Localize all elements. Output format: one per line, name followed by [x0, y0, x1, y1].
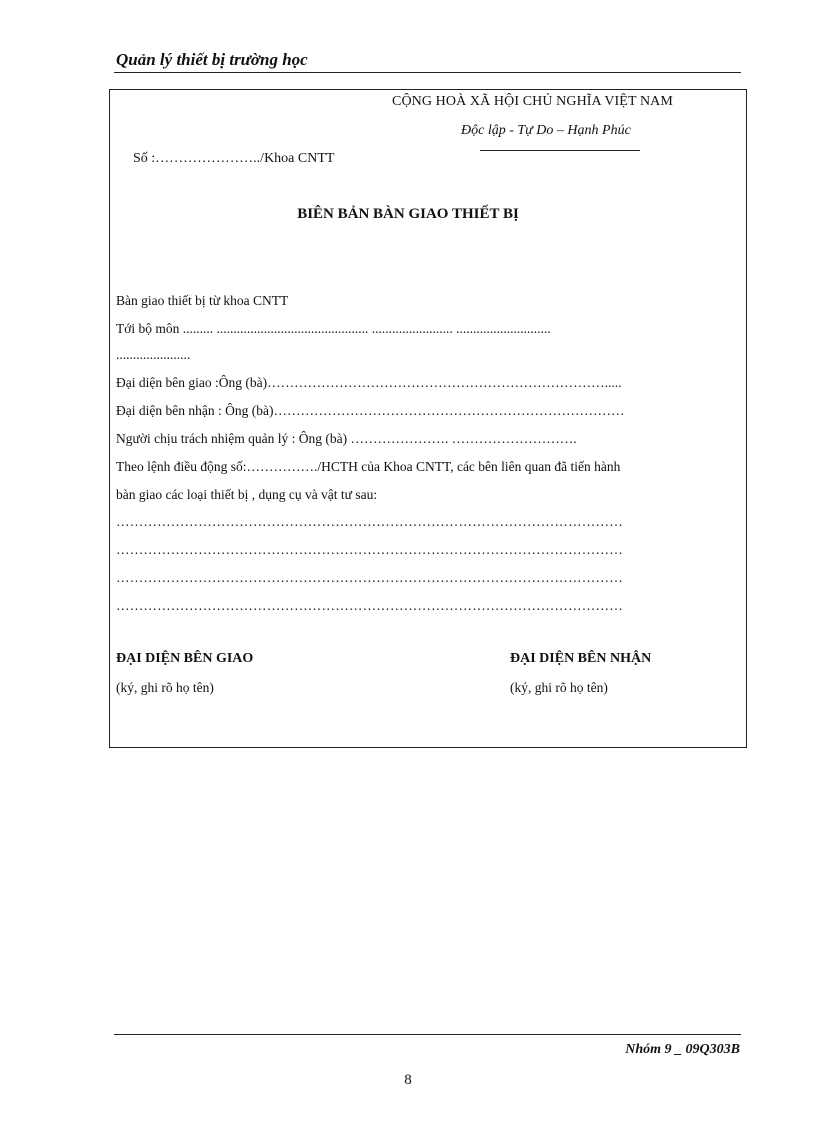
footer-group-label: Nhóm 9 _ 09Q303B: [625, 1042, 740, 1057]
receiver-signature-note: (ký, ghi rõ họ tên): [510, 680, 608, 695]
dotted-line: …………………………………………………………………………………………………: [116, 542, 623, 557]
form-line-giver-representative: Đại diện bên giao :Ông (bà)………………………………………………………………….....: [116, 375, 622, 390]
giver-signature-title: ĐẠI DIỆN BÊN GIAO: [116, 651, 254, 666]
form-line-items-intro: bàn giao các loại thiết bị , dụng cụ và vật tư sau:: [116, 487, 378, 502]
motto-underline: [480, 150, 640, 151]
form-line-receiver-representative: Đại diện bên nhận : Ông (bà)……………………………………………………………………: [116, 403, 625, 418]
document-number-line: Số :…………………../Khoa CNTT: [133, 151, 335, 166]
form-line-continuation: ......................: [116, 347, 191, 362]
dotted-line: …………………………………………………………………………………………………: [116, 570, 623, 585]
dotted-line: …………………………………………………………………………………………………: [116, 514, 623, 529]
form-line-order-reference: Theo lệnh điều động số:……………./HCTH của Khoa CNTT, các bên liên quan đã tiến hành: [116, 459, 621, 474]
form-line-handover-from: Bàn giao thiết bị từ khoa CNTT: [116, 293, 289, 308]
national-title: CỘNG HOÀ XÃ HỘI CHỦ NGHĨA VIỆT NAM: [392, 94, 673, 109]
footer-rule: [114, 1034, 741, 1035]
page-number: 8: [404, 1072, 412, 1088]
document-title: BIÊN BẢN BÀN GIAO THIẾT BỊ: [297, 206, 519, 222]
form-line-to-department: Tới bộ môn ......... ............................................. ........................ ............................: [116, 321, 551, 336]
giver-signature-note: (ký, ghi rõ họ tên): [116, 680, 214, 695]
running-header-title: Quản lý thiết bị trường học: [116, 50, 308, 69]
form-line-responsible-person: Người chịu trách nhiệm quản lý : Ông (bà) …………………. ……………………….: [116, 431, 577, 446]
dotted-line: …………………………………………………………………………………………………: [116, 598, 623, 613]
national-motto: Độc lập - Tự Do – Hạnh Phúc: [461, 123, 631, 138]
header-rule: [114, 72, 741, 73]
receiver-signature-title: ĐẠI DIỆN BÊN NHẬN: [510, 651, 652, 666]
